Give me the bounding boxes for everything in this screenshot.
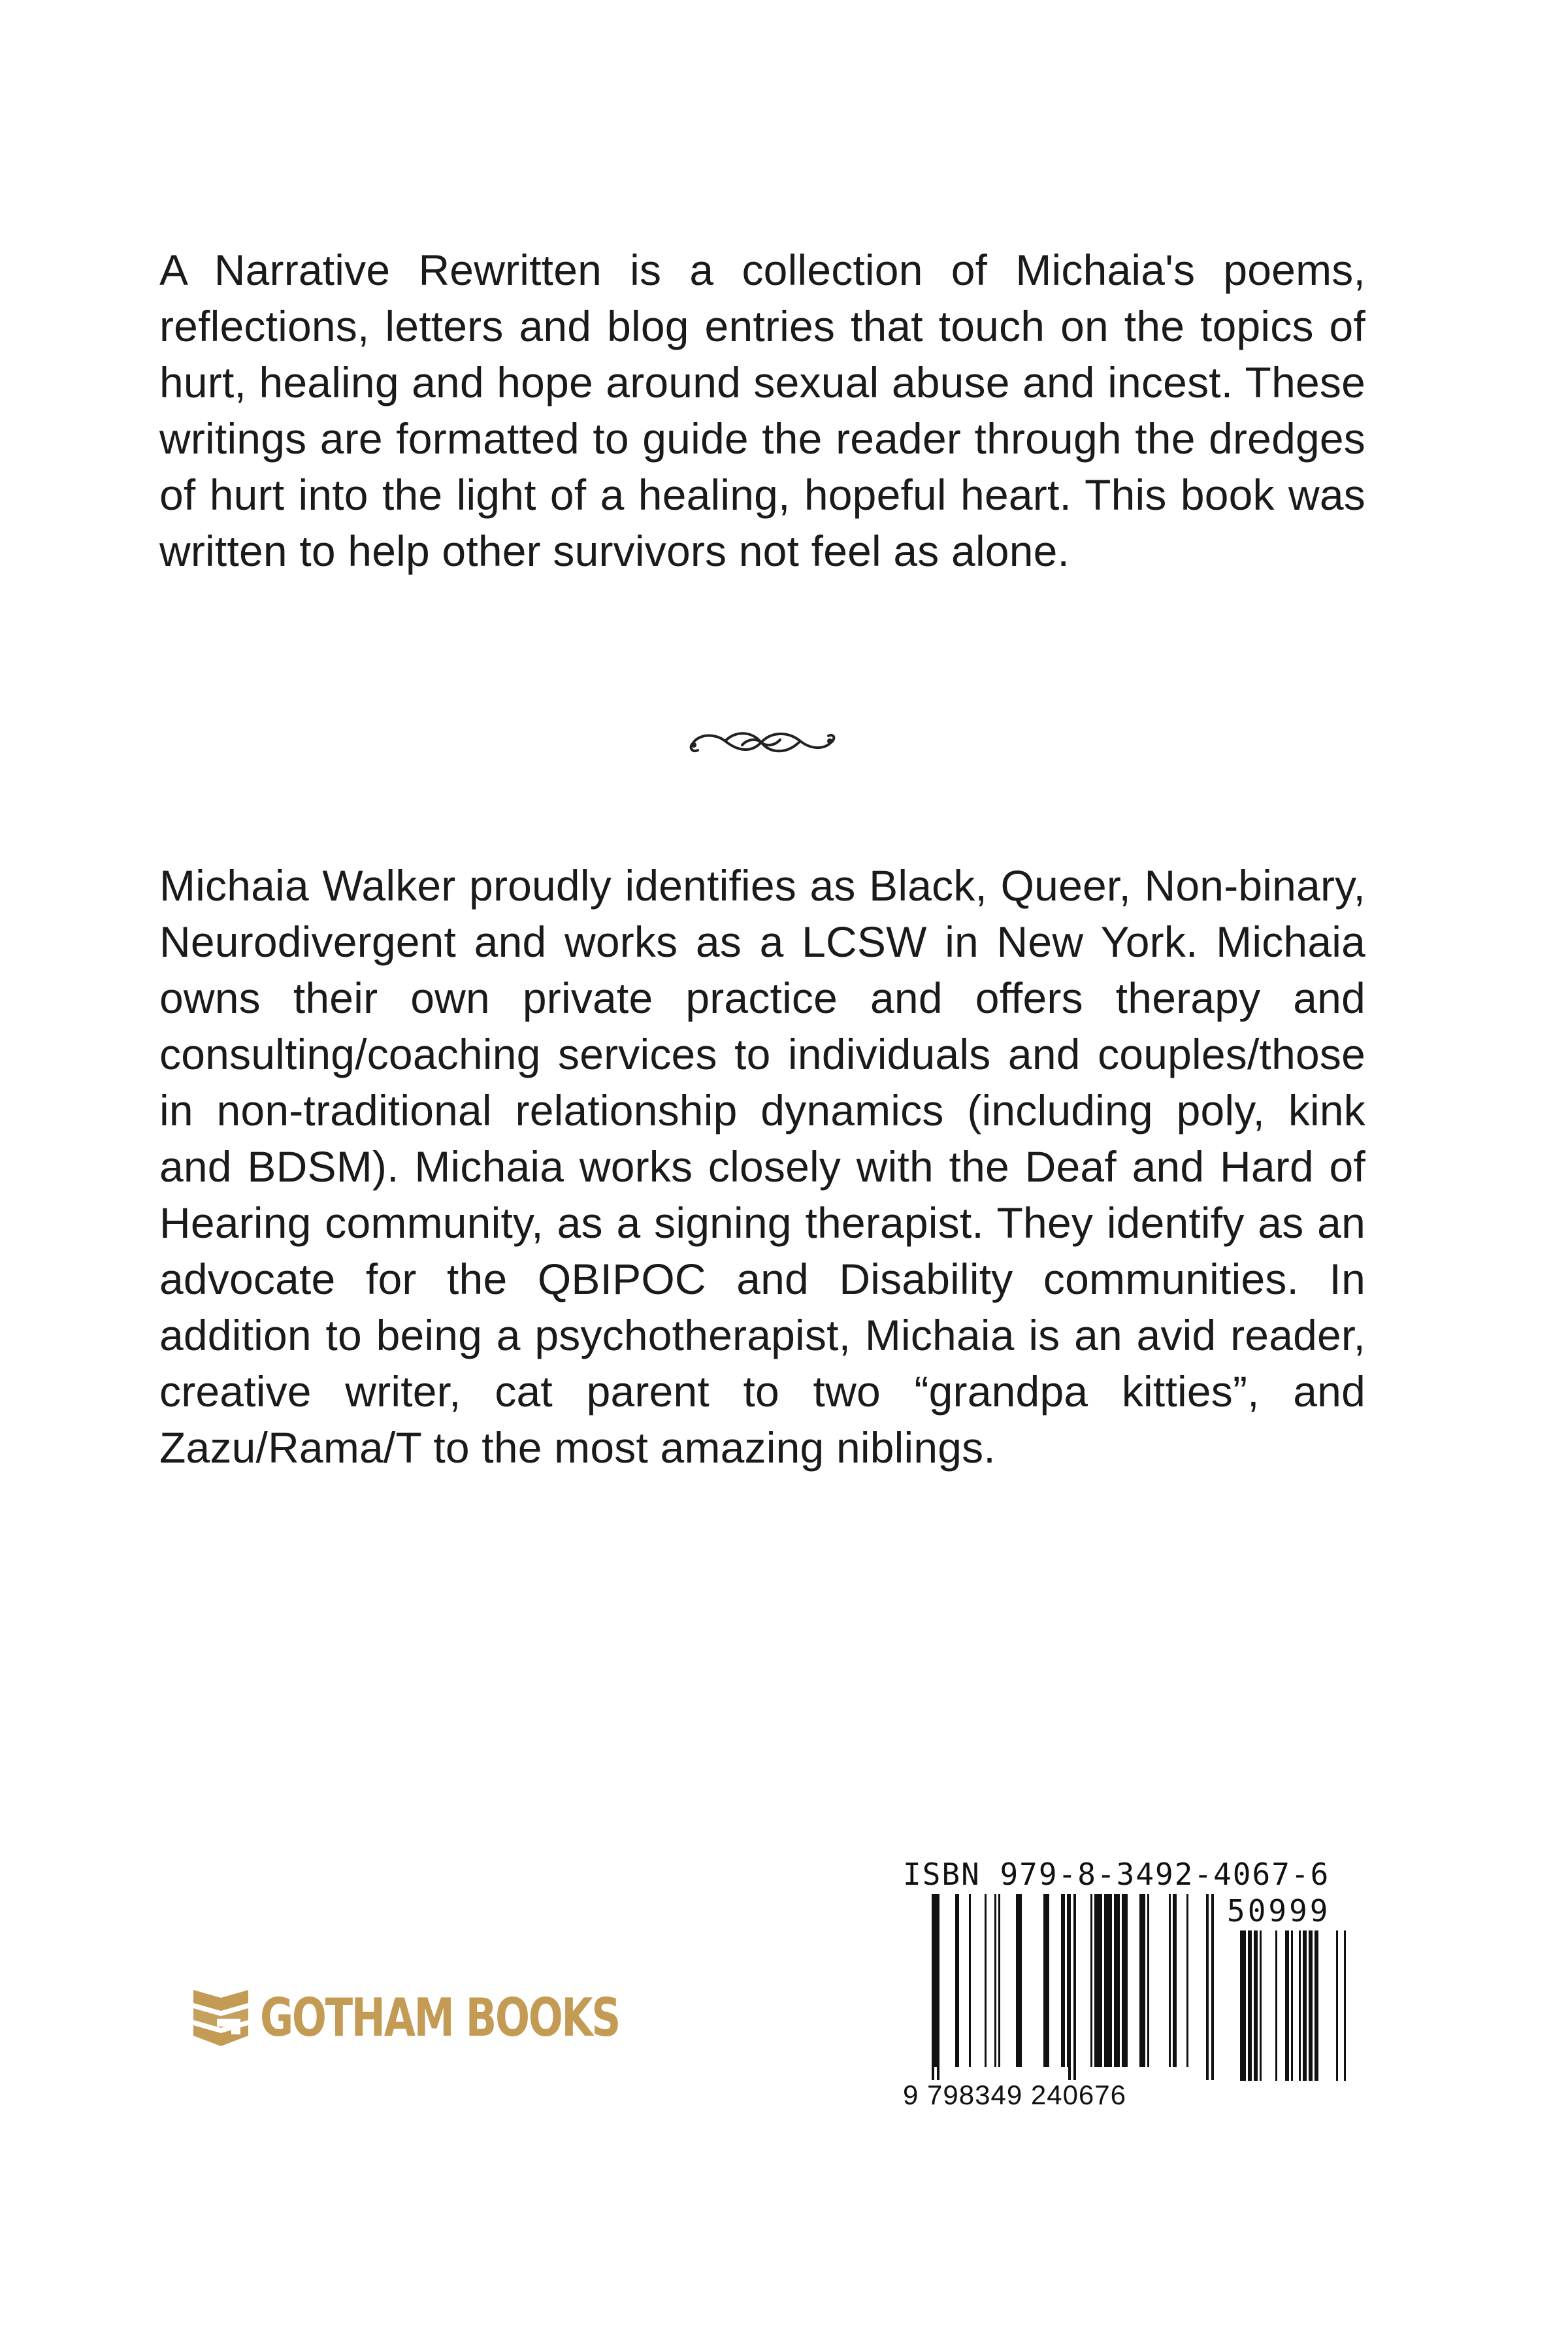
barcode-bar <box>1139 1894 1145 2067</box>
barcode-bar <box>1186 1894 1188 2067</box>
barcode-bar <box>955 1894 959 2067</box>
addon-barcode-bar <box>1291 1930 1293 2081</box>
barcode-guard-bar <box>932 1894 934 2080</box>
addon-barcode-bar <box>1285 1930 1289 2081</box>
barcode-guard-bar <box>1073 1894 1076 2080</box>
gotham-books-logo-icon <box>191 1986 251 2049</box>
isbn-barcode <box>902 1856 1359 2130</box>
isbn-label: ISBN 979-8-3492-4067-6 <box>903 1857 1330 1892</box>
publisher-logo-group <box>191 1981 721 2053</box>
barcode-bar <box>1094 1894 1102 2067</box>
barcode-guard-bar <box>1206 1894 1209 2080</box>
barcode-bar <box>1016 1894 1022 2067</box>
addon-barcode-bar <box>1299 1930 1301 2081</box>
addon-barcode-bar <box>1336 1930 1338 2081</box>
barcode-bars <box>902 1894 1359 2083</box>
price-code: 50999 <box>1227 1893 1331 1929</box>
publisher-name: GOTHAM BOOKS <box>260 1987 620 2048</box>
addon-barcode-bar <box>1309 1930 1313 2081</box>
barcode-bar <box>1169 1894 1171 2067</box>
decorative-flourish-icon <box>679 719 843 765</box>
barcode-bar <box>1114 1894 1120 2067</box>
barcode-bar <box>985 1894 987 2067</box>
addon-barcode-bar <box>1240 1930 1246 2081</box>
addon-barcode-bar <box>1254 1930 1258 2081</box>
addon-barcode-bar <box>1248 1930 1252 2081</box>
ean-digits: 9 798349 240676 <box>903 2079 1126 2110</box>
barcode-guard-bar <box>937 1894 939 2080</box>
addon-barcode-bar <box>1303 1930 1307 2081</box>
addon-barcode-bar <box>1315 1930 1318 2081</box>
barcode-bar <box>998 1894 1000 2067</box>
barcode-bar <box>969 1894 971 2067</box>
addon-barcode-bar <box>1260 1930 1262 2081</box>
barcode-bar <box>1147 1894 1149 2067</box>
barcode-guard-bar <box>1068 1894 1071 2080</box>
barcode-bar <box>1061 1894 1065 2067</box>
barcode-guard-bar <box>1211 1894 1214 2080</box>
author-bio-paragraph: Michaia Walker proudly identifies as Black, Queer, Non-binary, Neurodivergent and works as a LCSW in New York. Michaia owns their own private practice and offers therapy and consulting/coaching services to individuals and couples/those in non-traditional relationship dynamics (including poly, kink and BDSM). Michaia works closely with the Deaf and Hard of Hearing community, as a signing therapist. They identify as an advocate for the QBIPOC and Disability communities. In addition to being a psychotherapist, Michaia is an avid reader, creative writer, cat parent to two “grandpa kitties”, and Zazu/Rama/T to the most amazing niblings. <box>159 861 1365 1472</box>
addon-barcode-bar <box>1275 1930 1277 2081</box>
addon-barcode-bar <box>1344 1930 1346 2081</box>
barcode-bar <box>994 1894 996 2067</box>
synopsis-paragraph: A Narrative Rewritten is a collection of Michaia's poems, reflections, letters and blog entries that touch on the topics of hurt, healing and hope around sexual abuse and incest. These writings are formatted to guide the reader through the dredges of hurt into the light of a healing, hopeful heart. This book was written to help other survivors not feel as alone. <box>159 246 1365 575</box>
barcode-bar <box>1104 1894 1112 2067</box>
barcode-bar <box>1122 1894 1128 2067</box>
barcode-bar <box>1173 1894 1177 2067</box>
barcode-bar <box>1090 1894 1092 2067</box>
barcode-bar <box>1043 1894 1049 2067</box>
